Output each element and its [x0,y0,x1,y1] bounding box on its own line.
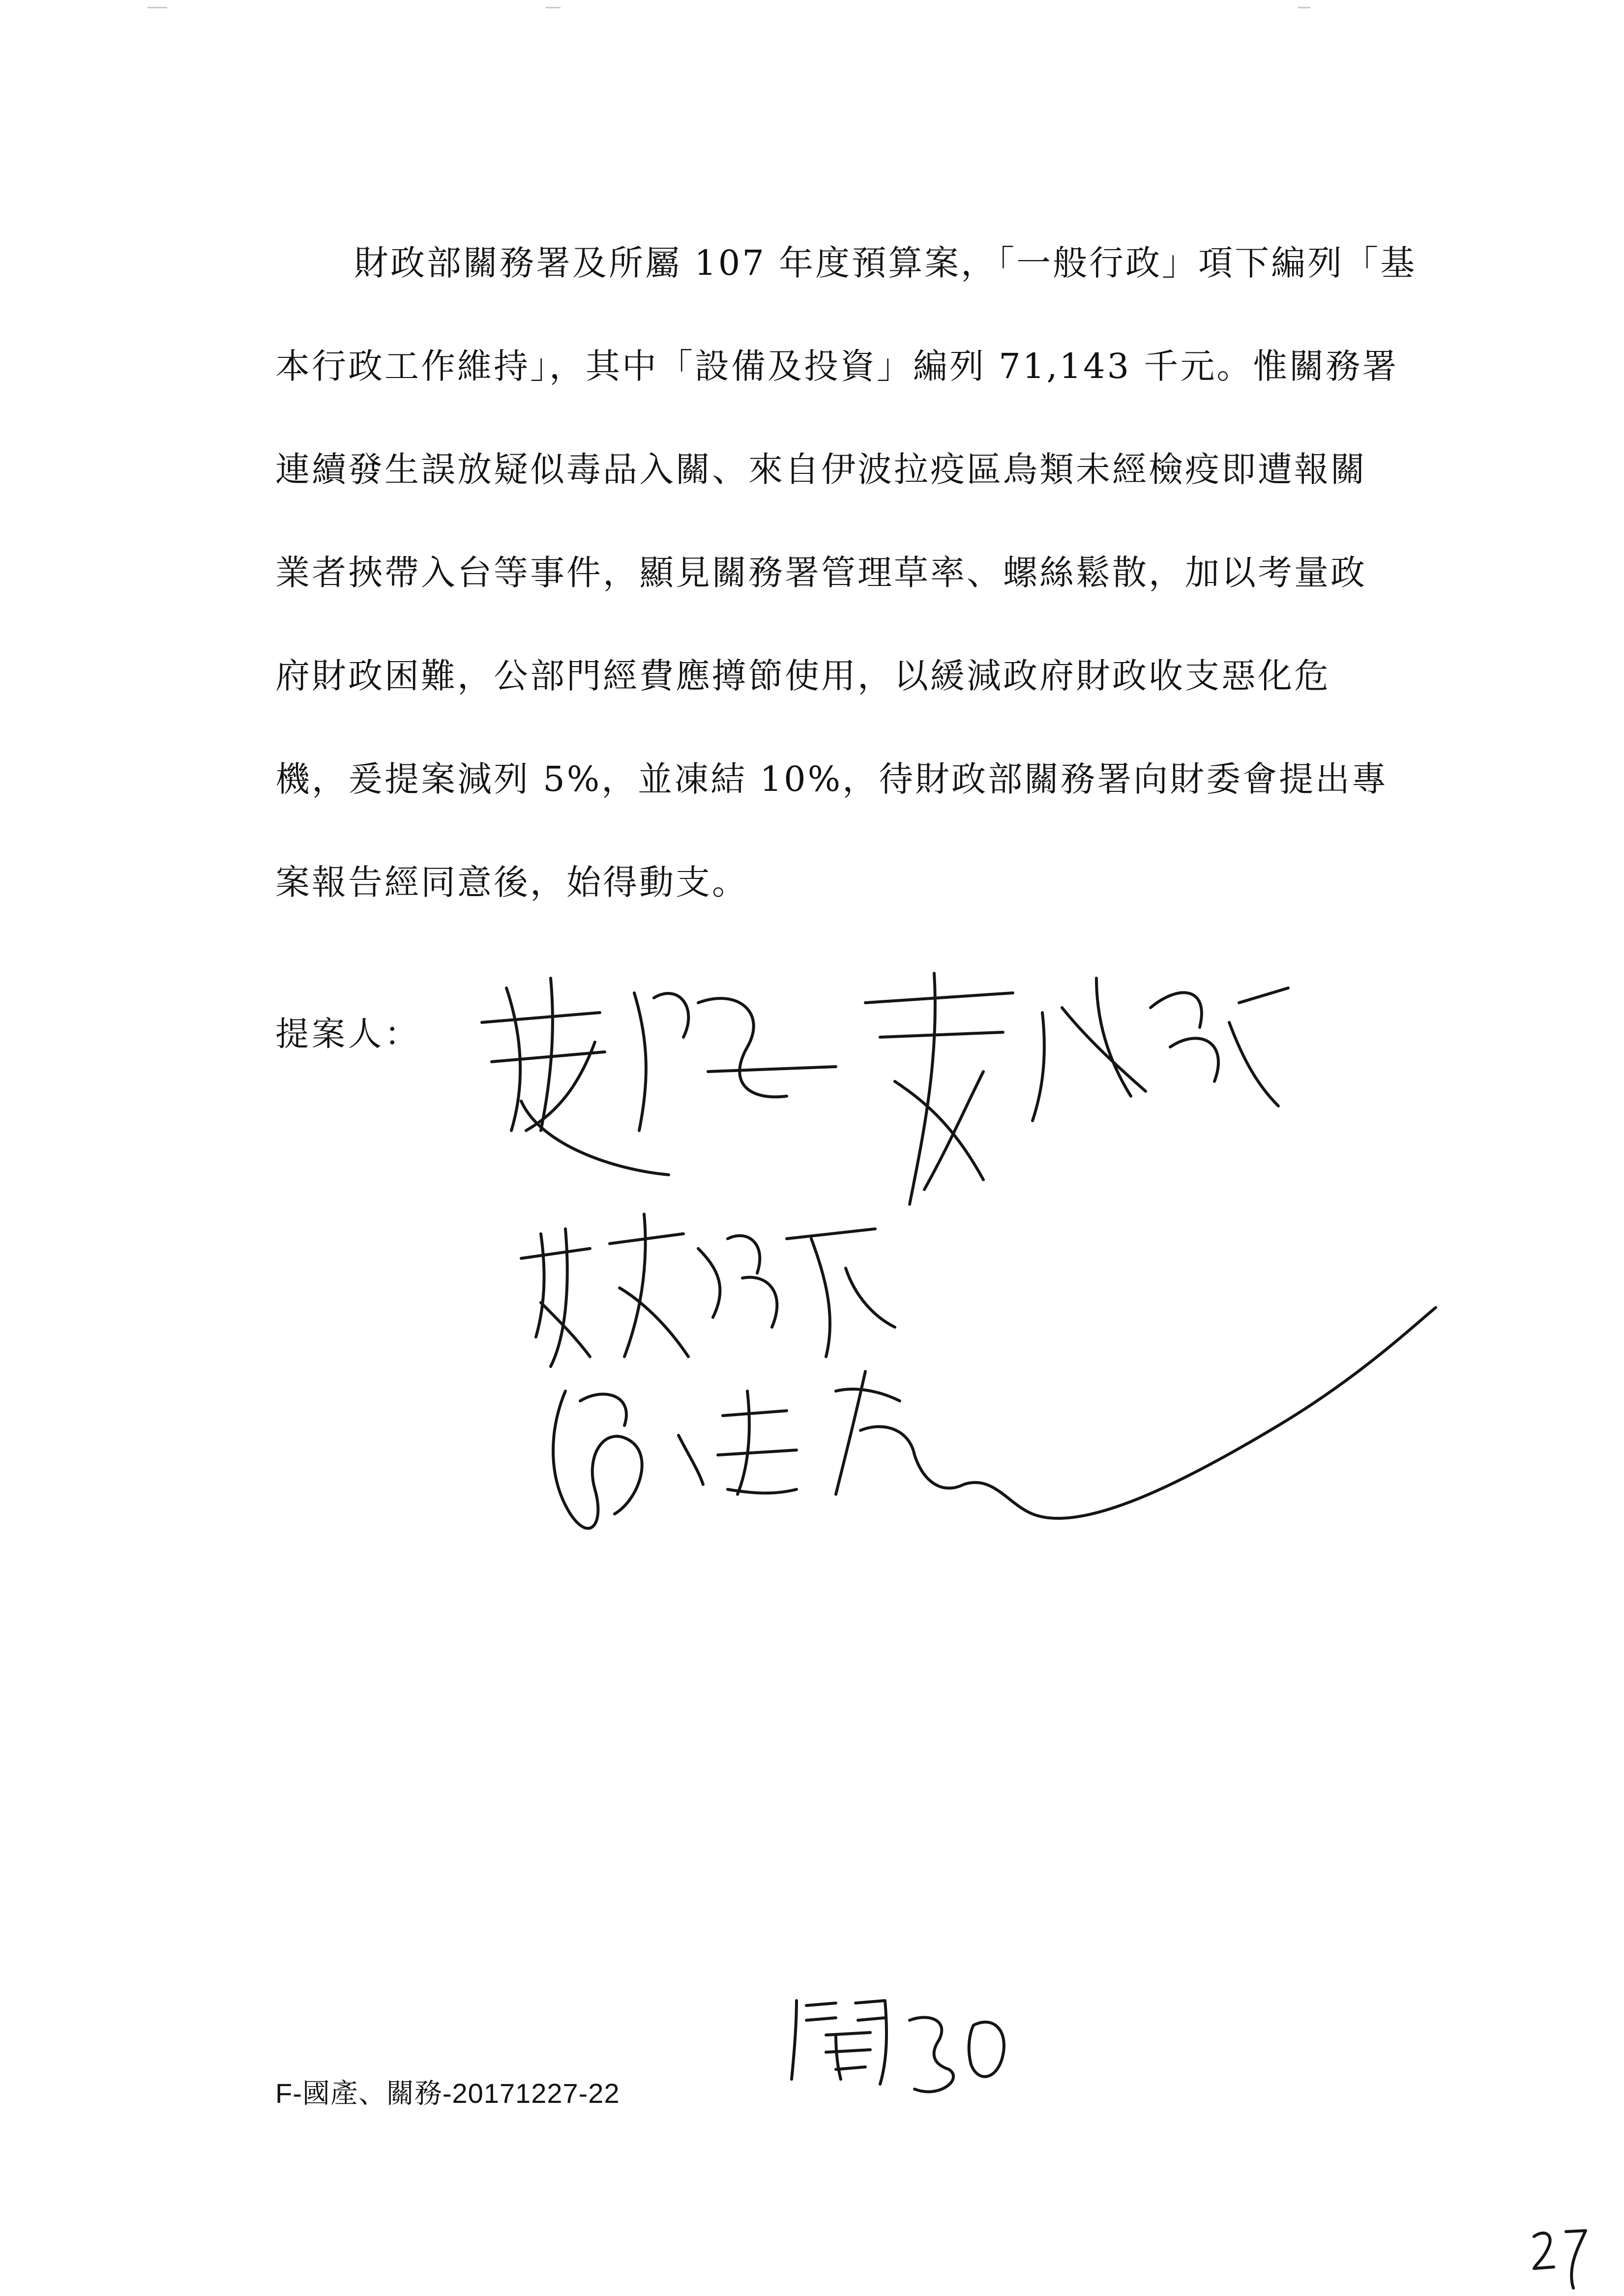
proposer-label: 提案人： [275,1015,421,1054]
signature-2 [865,973,1288,1204]
body-line-1: 財政部關務署及所屬 107 年度預算案，「一般行政」項下編列「基 [354,243,1417,283]
body-line-4: 業者挾帶入台等事件，顯見關務署管理草率、螺絲鬆散，加以考量政 [275,552,1367,593]
scan-mark [148,7,167,8]
body-line-5: 府財政困難，公部門經費應撙節使用，以緩減政府財政收支惡化危 [275,656,1330,696]
body-line-3: 連續發生誤放疑似毒品入關、來自伊波拉疫區鳥類未經檢疫即遭報關 [275,449,1367,490]
scan-mark [1298,7,1310,8]
handwritten-mark-gate-30 [792,2001,1004,2092]
document-code: F-國產、關務-20171227-22 [275,2078,620,2109]
signature-3 [521,1214,895,1366]
proposal-body [275,211,1417,934]
signature-1 [482,978,836,1175]
body-line-6: 機，爰提案減列 5%，並凍結 10%，待財政部關務署向財委會提出專 [275,759,1388,799]
body-line-2: 本行政工作維持」，其中「設備及投資」編列 71,143 千元。惟關務署 [275,346,1399,386]
signature-4 [553,1308,1436,1528]
body-line-7: 案報告經同意後，始得動支。 [275,862,748,902]
handwritten-page-number [1534,2231,1586,2288]
scan-mark [546,7,561,8]
